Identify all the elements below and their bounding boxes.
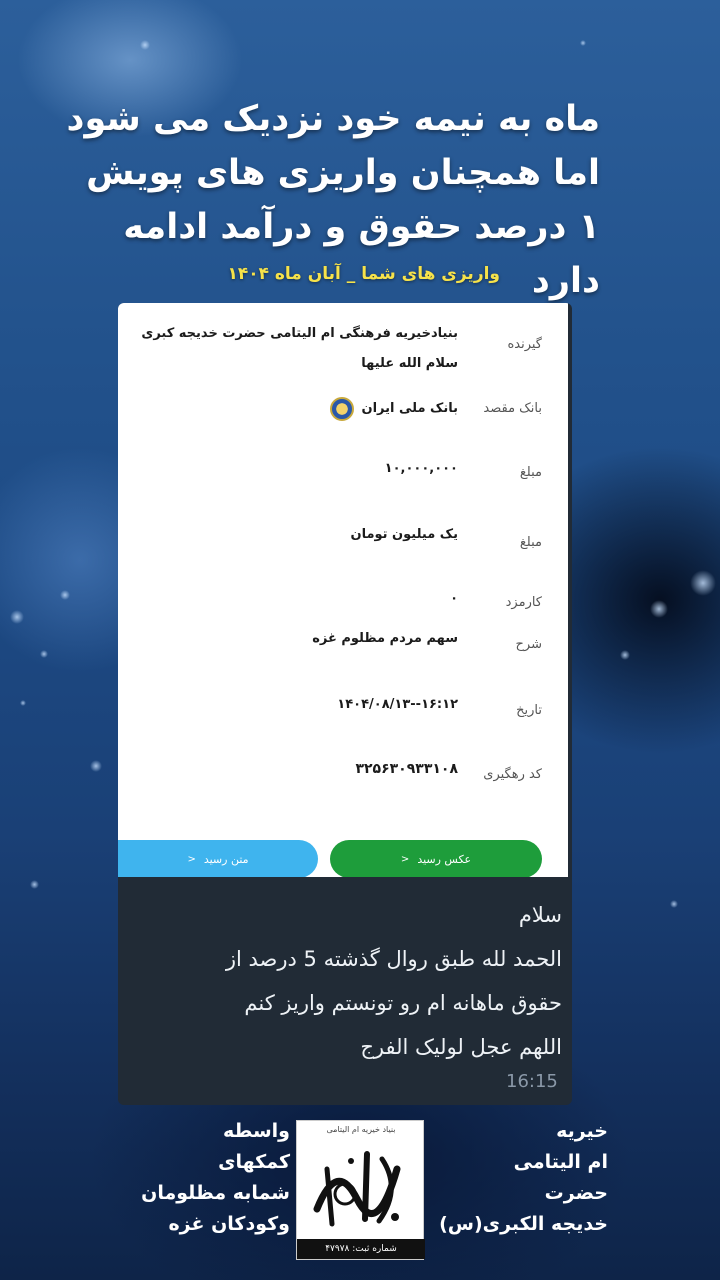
receipt-value: سهم مردم مظلوم غزه [312, 631, 458, 646]
receipt-image[interactable] [118, 303, 568, 877]
headline-line-2: اما همچنان واریزی های پویش [86, 153, 600, 193]
footer-left-line: شمابه مظلومان [141, 1182, 290, 1204]
receipt-value: بانک ملی ایران [361, 401, 458, 416]
receipt-label: بانک مقصد [483, 401, 542, 416]
receipt-label: گیرنده [507, 337, 542, 352]
footer-right-line: خدیجه الکبری(س) [439, 1213, 608, 1235]
footer-right-line: ام الیتامی [513, 1151, 608, 1173]
receipt-row-fee [118, 585, 568, 625]
receipt-label: مبلغ [519, 535, 542, 550]
receipt-value: ۳۲۵۶۳۰۹۳۳۱۰۸ [355, 761, 458, 777]
receipt-row-date [118, 693, 568, 733]
message-line: الحمد لله طبق روال گذشته 5 درصد از [225, 947, 562, 971]
receipt-row-description [118, 627, 568, 667]
receipt-label: مبلغ [519, 465, 542, 480]
receipt-value: بنیادخیریه فرهنگی ام الیتامی حضرت خدیجه کبری سلام الله علیها [141, 326, 458, 371]
receipt-text-button-label: متن رسید [203, 852, 249, 866]
footer-left-line: واسطه [222, 1120, 290, 1142]
receipt-label: تاریخ [516, 703, 542, 718]
footer-right-line: خیریه [556, 1120, 608, 1142]
message-line: حقوق ماهانه ام رو تونستم واریز کنم [244, 991, 562, 1015]
receipt-photo-button-label: عکس رسید [417, 852, 472, 866]
receipt-value: ۱۶:۱۲--۱۴۰۴/۰۸/۱۳ [337, 697, 458, 712]
message-text [128, 893, 562, 1069]
footer-right-text [426, 1116, 608, 1240]
logo-top-text: بنیاد خیریه ام الیتامی [326, 1125, 396, 1134]
footer-left-line: وکودکان غزه [168, 1213, 290, 1235]
footer-branding [0, 1116, 720, 1266]
receipt-value: ۱۰,۰۰۰,۰۰۰ [384, 461, 458, 476]
headline-line-1: ماه به نیمه خود نزدیک می شود [66, 99, 600, 139]
bank-melli-logo-icon [330, 397, 354, 421]
receipt-row-bank [118, 391, 568, 431]
receipt-text-button[interactable] [118, 840, 318, 877]
receipt-row-amount [118, 455, 568, 495]
message-line: سلام [518, 903, 562, 927]
charity-logo [296, 1120, 424, 1260]
receipt-row-amount-words [118, 525, 568, 565]
receipt-row-tracking [118, 757, 568, 797]
receipt-value: یک میلیون تومان [350, 527, 458, 542]
receipt-value: ۰ [450, 591, 458, 606]
footer-right-line: حضرت [544, 1182, 608, 1204]
share-icon: < [187, 853, 196, 865]
receipt-row-recipient [118, 317, 568, 377]
logo-registration-number: شماره ثبت: ۴۷۹۷۸ [297, 1239, 425, 1259]
receipt-label: کارمزد [505, 595, 542, 610]
calligraphy-logo-icon [307, 1139, 415, 1235]
share-icon: < [400, 853, 410, 865]
headline-line-3: ۱ درصد حقوق و درآمد ادامه دارد [123, 207, 600, 301]
receipt-label: کد رهگیری [483, 767, 542, 782]
footer-left-text [130, 1116, 290, 1240]
message-line: اللهم عجل لولیک الفرج [360, 1035, 562, 1059]
footer-left-line: کمکهای [218, 1151, 290, 1173]
subheading: واریزی های شما _ آبان ماه ۱۴۰۴ [227, 264, 500, 284]
chat-message-card [118, 303, 572, 1105]
message-timestamp: 16:15 [506, 1071, 558, 1092]
receipt-label: شرح [515, 637, 542, 652]
receipt-photo-button[interactable] [330, 840, 542, 877]
